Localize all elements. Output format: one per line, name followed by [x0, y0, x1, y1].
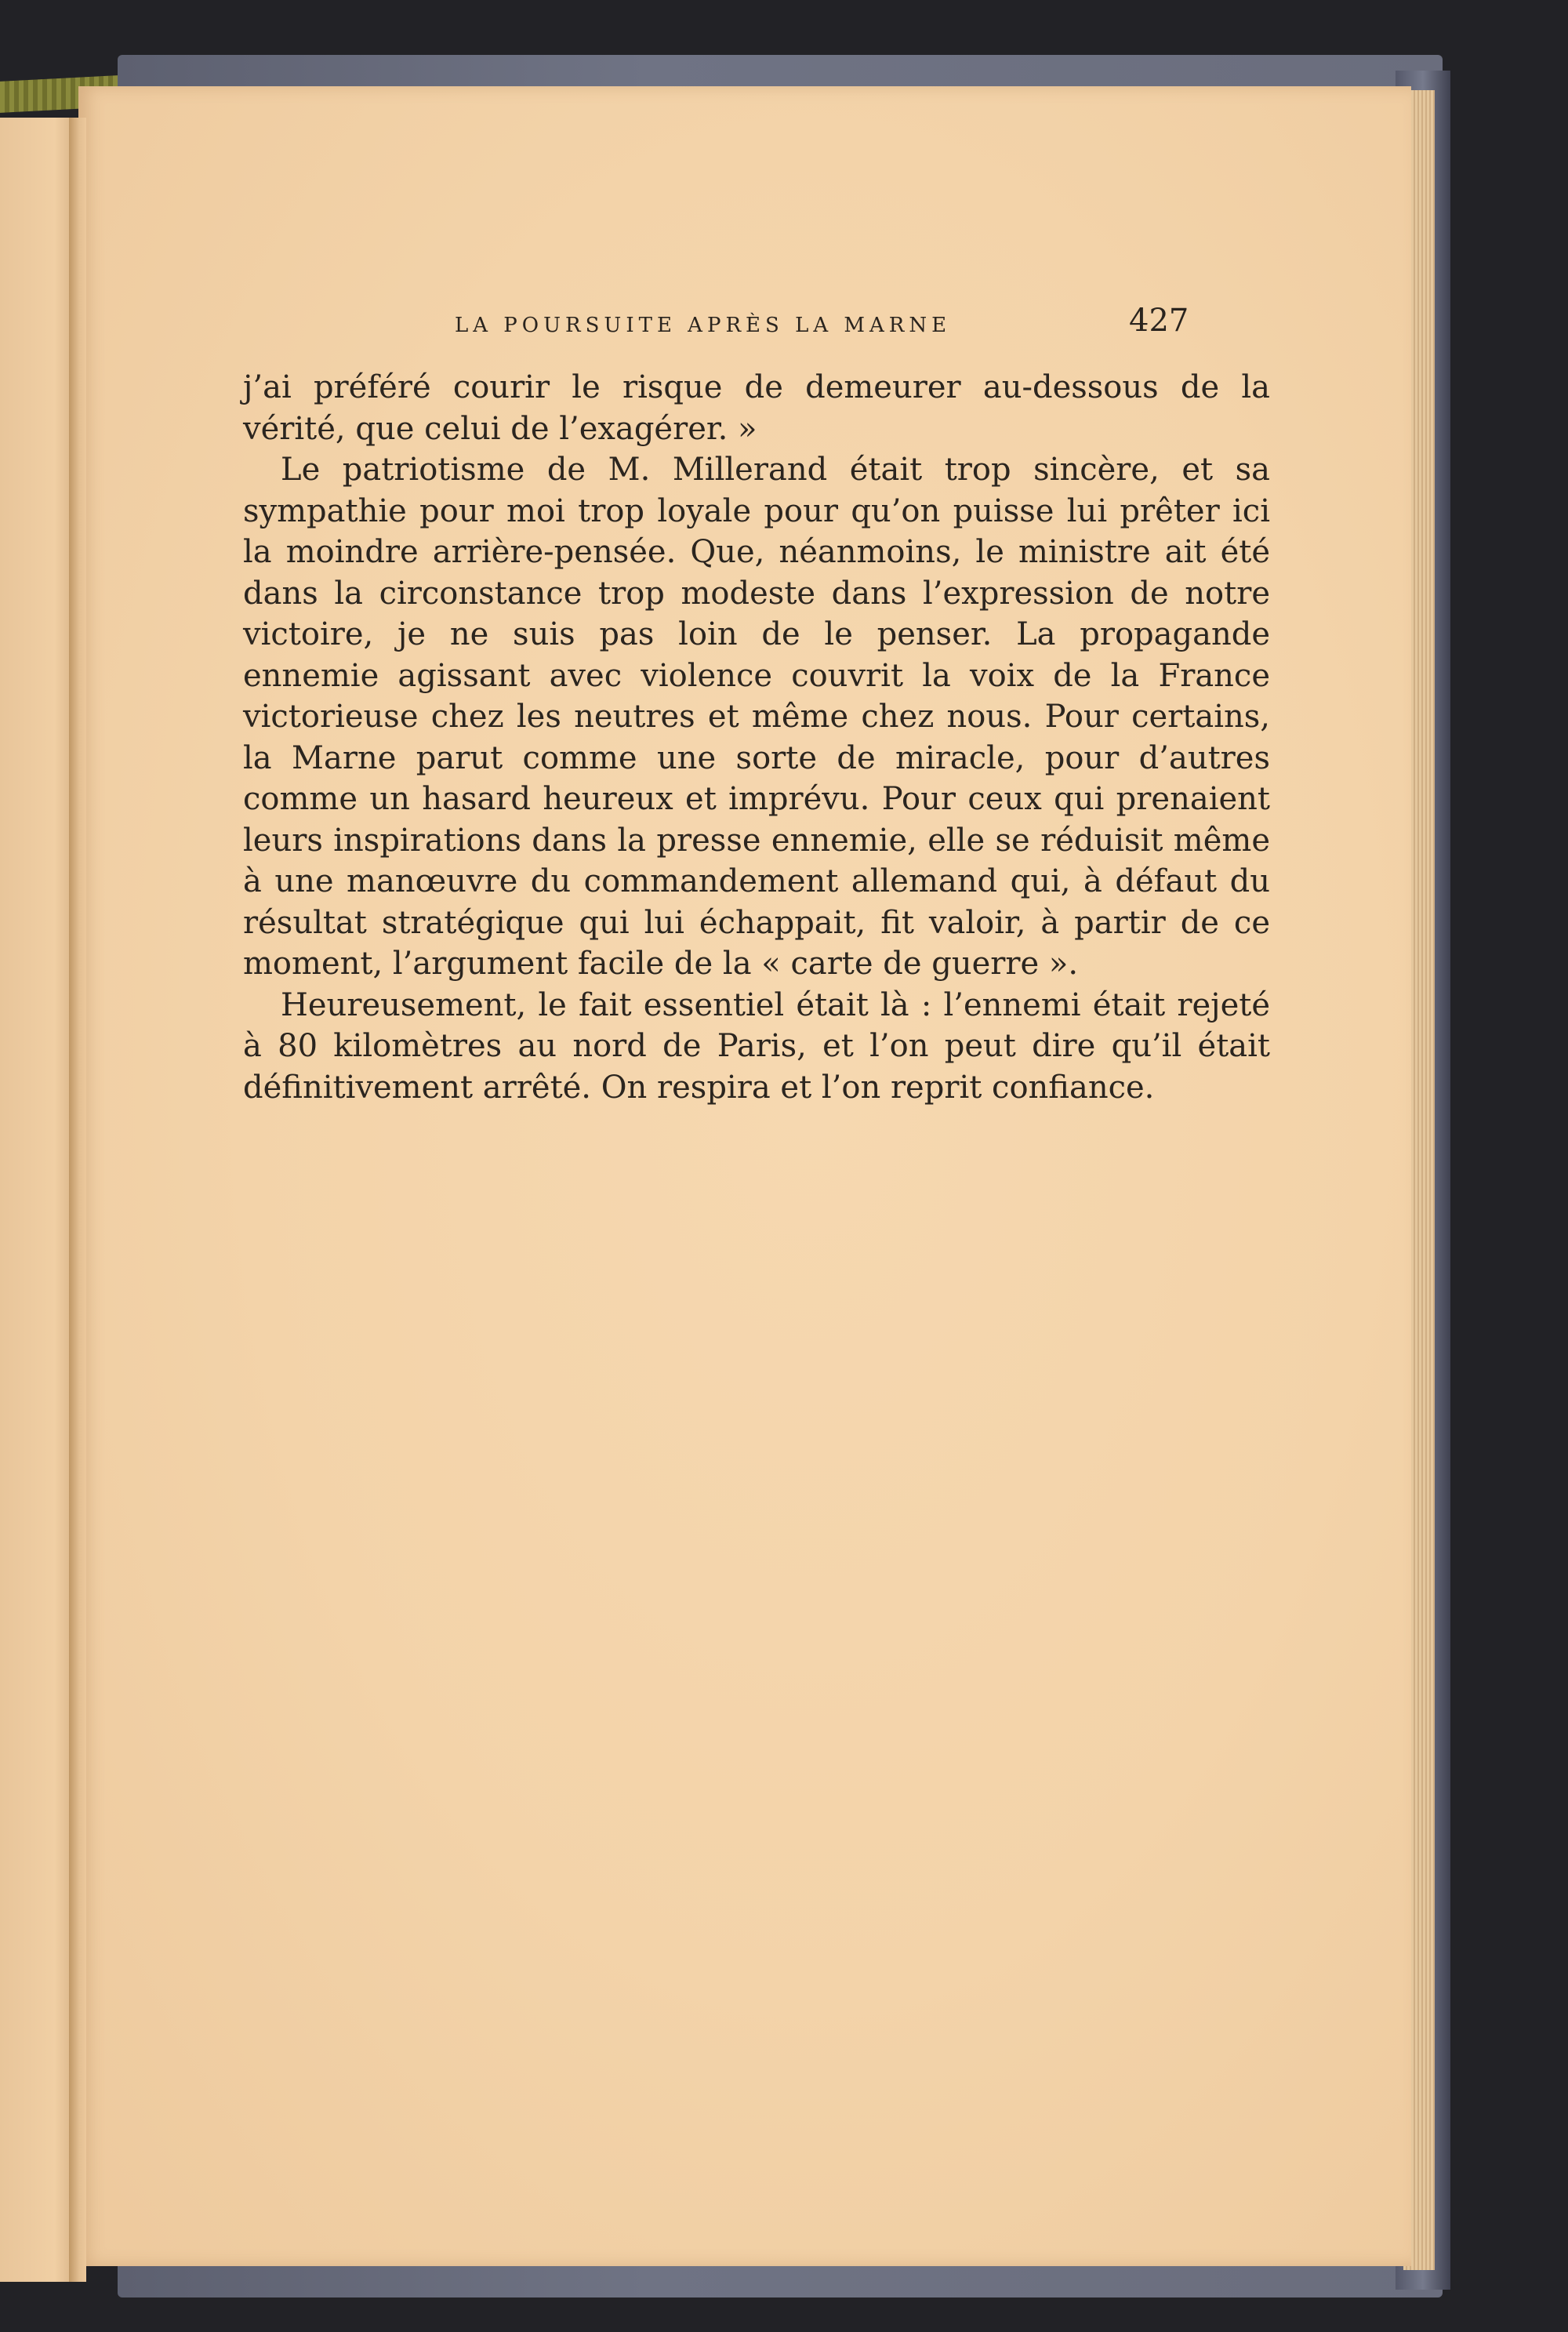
- paragraph: Heureusement, le fait essentiel était là : l’ennemi était rejeté à 80 kilomètres au nord de Paris, et l’on peut dire qu’il était définitivement arrêté. On respira et l’on reprit confiance.: [243, 986, 1270, 1106]
- paragraph: Le patriotisme de M. Millerand était trop sincère, et sa sympathie pour moi trop loyale pour qu’on puisse lui prêter ici la moindre arrière-pensée. Que, néanmoins, le ministre ait été dans la circonstance trop modeste dans l’expression de notre victoire, je ne suis pas loin de le penser. La propagande ennemie agissant avec violence couvrit la voix de la France victorieuse chez les neutres et même chez nous. Pour certains, la Marne parut comme une sorte de miracle, pour d’autres comme un hasard heureux et imprévu. Pour ceux qui prenaient leurs inspirations dans la presse ennemie, elle se réduisit même à une manœuvre du commandement allemand qui, à défaut du résultat stratégique qui lui échappait, fit valoir, à partir de ce moment, l’argument facile de la « carte de guerre ».: [243, 452, 1270, 982]
- left-page-edge: [0, 118, 78, 2282]
- page-gutter: [69, 118, 86, 2282]
- body-text: [243, 367, 1270, 1108]
- book-page: [78, 86, 1411, 2266]
- paragraph: j’ai préféré courir le risque de demeurer au-dessous de la vérité, que celui de l’exagérer. »: [243, 369, 1270, 447]
- running-head: [78, 298, 1411, 345]
- running-title: LA POURSUITE APRÈS LA MARNE: [455, 314, 952, 337]
- page-number: 427: [1129, 303, 1189, 339]
